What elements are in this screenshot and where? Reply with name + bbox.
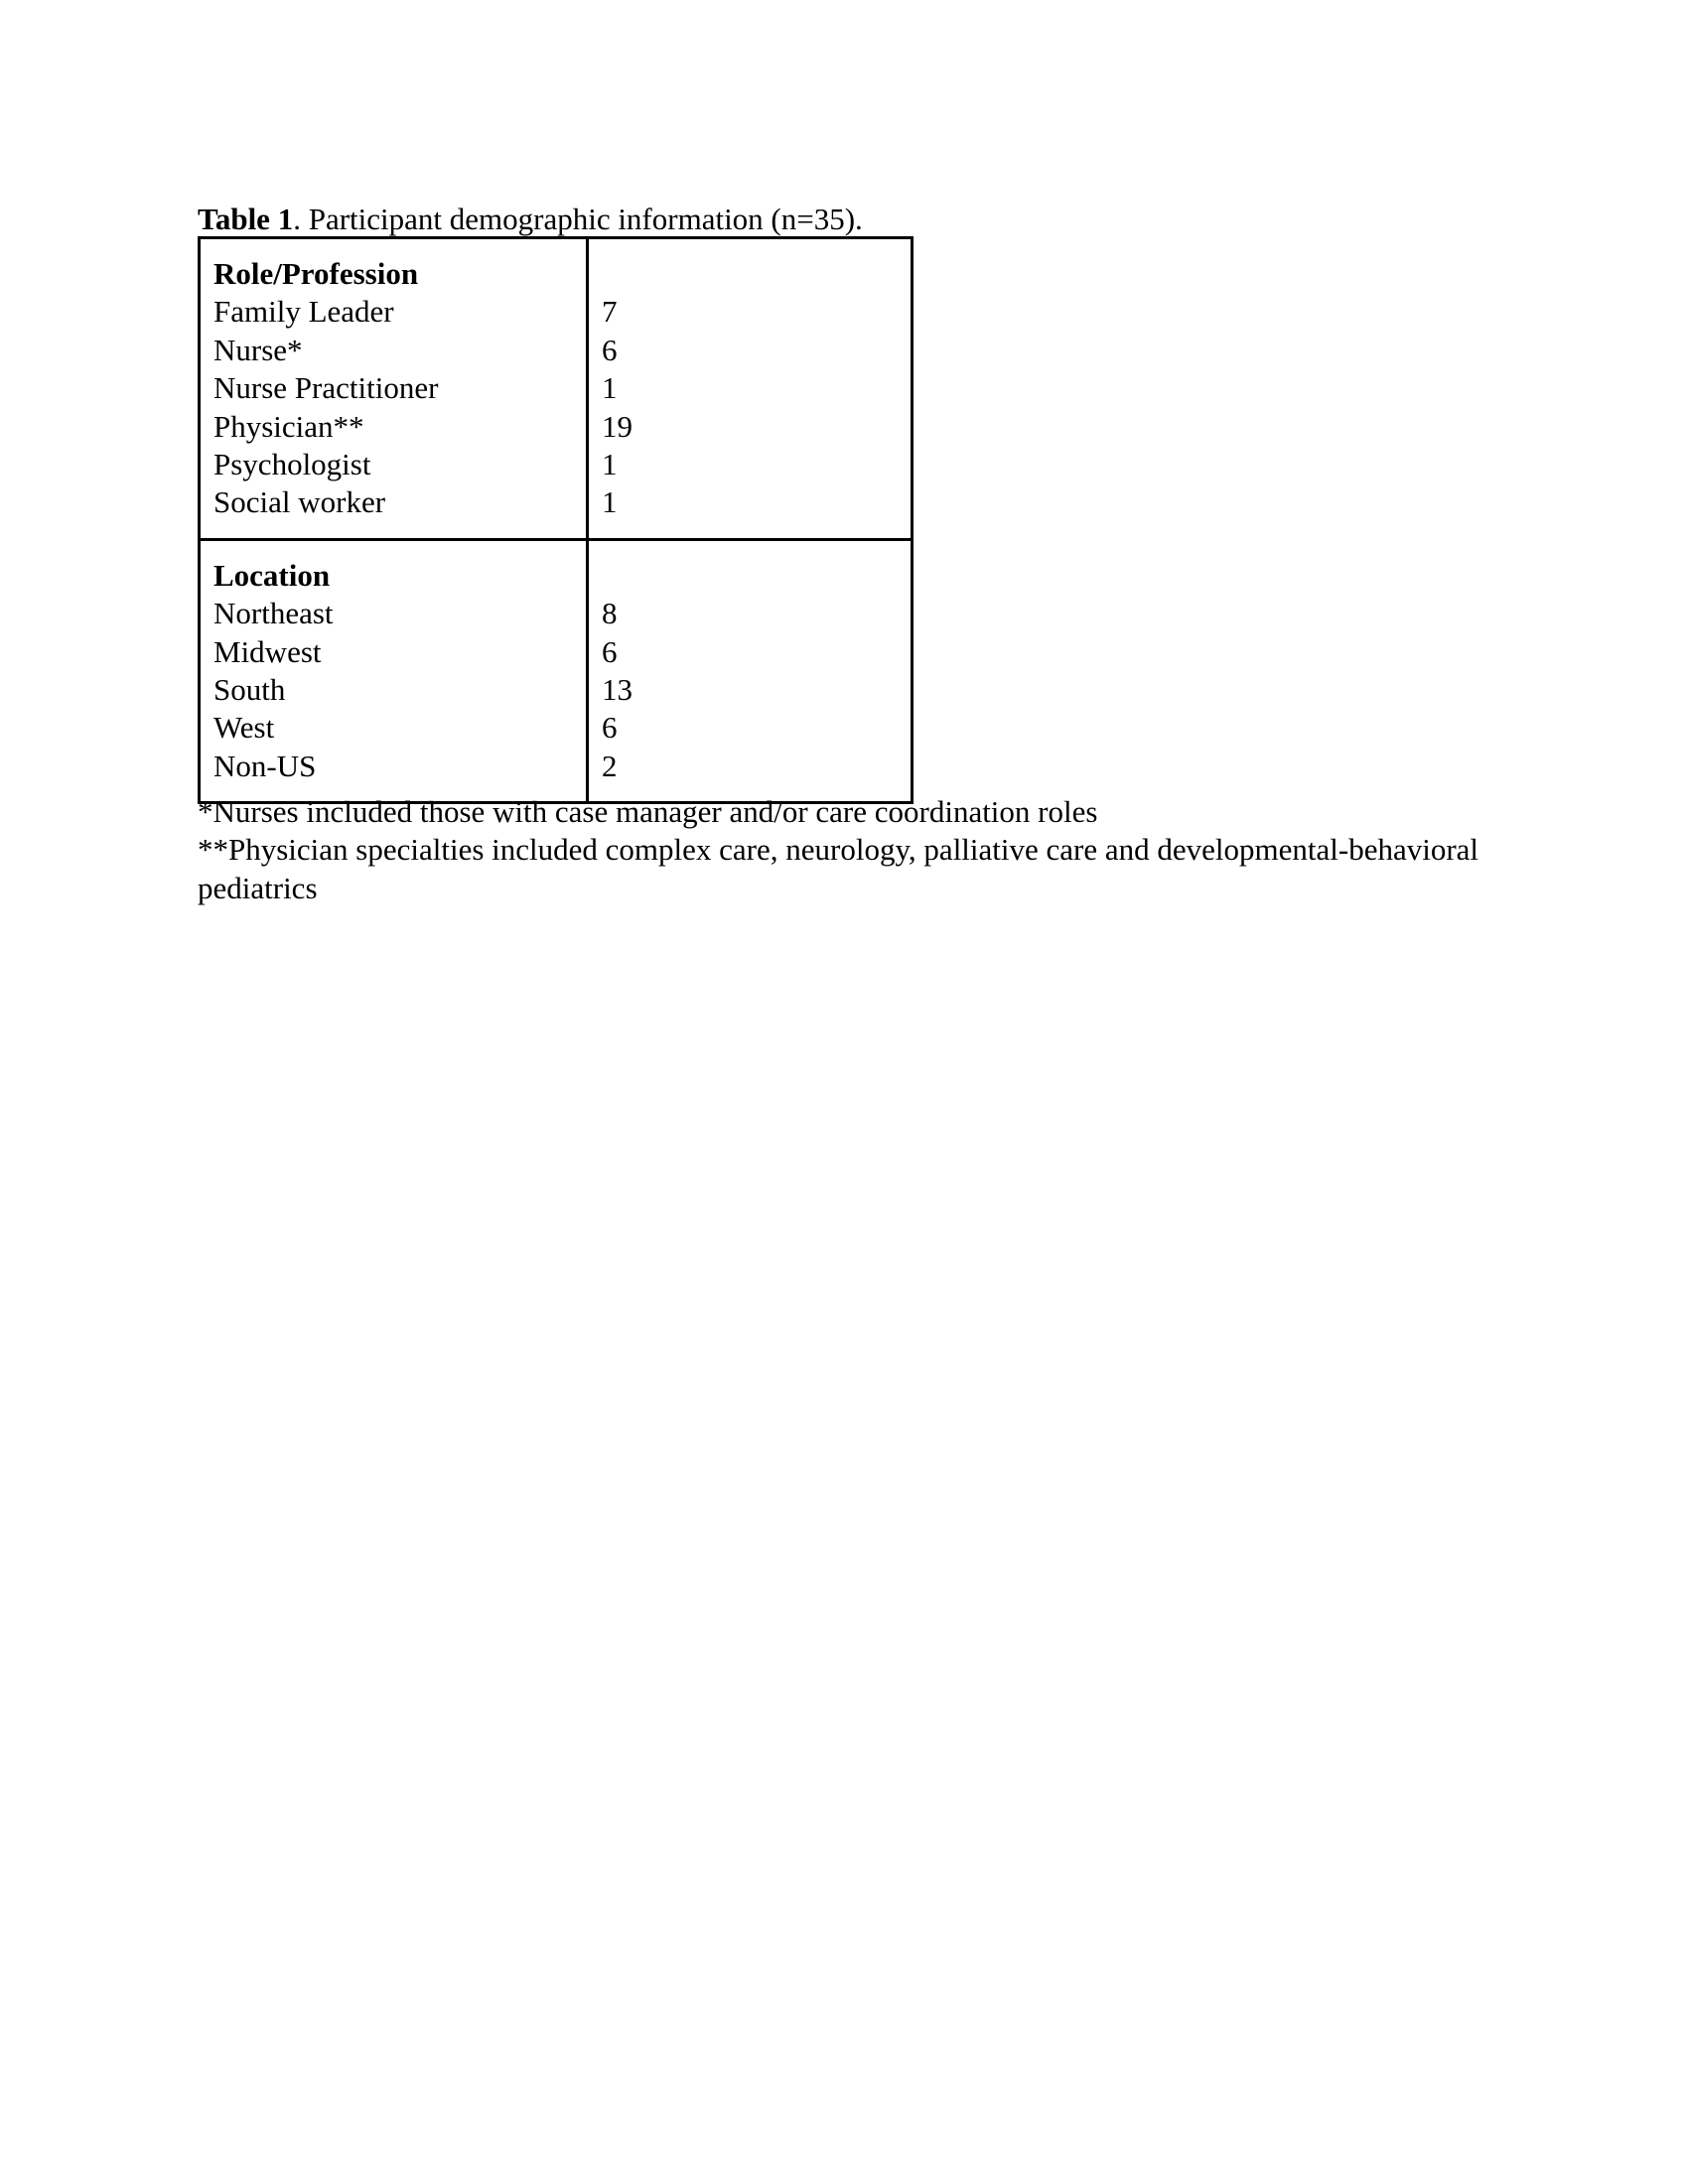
row-value: 2: [602, 748, 618, 783]
row-label: Non-US: [213, 748, 317, 783]
location-label-cell: [200, 539, 588, 802]
row-label: Nurse*: [213, 332, 303, 367]
row-value: 1: [602, 447, 618, 482]
table-caption-label: Table 1: [198, 202, 294, 236]
row-value: 13: [602, 672, 633, 708]
row-value: 1: [602, 484, 618, 520]
row-value: 19: [602, 408, 633, 444]
table-caption: [198, 201, 863, 238]
row-label: West: [213, 710, 275, 746]
section-heading-spacer: [602, 557, 901, 595]
section-heading-location: Location: [213, 557, 331, 593]
role-value-cell: [588, 238, 913, 540]
row-value: 1: [602, 370, 618, 406]
row-value: 7: [602, 294, 618, 330]
row-value: 6: [602, 633, 618, 669]
footnote-nurses: *Nurses included those with case manager and/or care coordination roles: [198, 794, 1098, 829]
row-label: Northeast: [213, 596, 334, 631]
row-label: Nurse Practitioner: [213, 370, 439, 406]
section-heading-role: Role/Profession: [213, 256, 419, 291]
row-label: Family Leader: [213, 294, 394, 330]
table-footnotes: [198, 793, 1488, 907]
table-caption-text: . Participant demographic information (n=35).: [293, 202, 863, 236]
demographics-table: [198, 236, 914, 804]
row-value: 8: [602, 596, 618, 631]
table-section-role: [200, 238, 913, 540]
row-label: South: [213, 672, 286, 708]
location-value-cell: [588, 539, 913, 802]
row-value: 6: [602, 332, 618, 367]
row-label: Physician**: [213, 408, 364, 444]
row-value: 6: [602, 710, 618, 746]
footnote-physicians: **Physician specialties included complex care, neurology, palliative care and developmental-behavioral pediatrics: [198, 832, 1479, 905]
row-label: Midwest: [213, 633, 322, 669]
role-label-cell: [200, 238, 588, 540]
section-heading-spacer: [602, 255, 901, 293]
row-label: Social worker: [213, 484, 386, 520]
row-label: Psychologist: [213, 447, 371, 482]
table-section-location: [200, 539, 913, 802]
